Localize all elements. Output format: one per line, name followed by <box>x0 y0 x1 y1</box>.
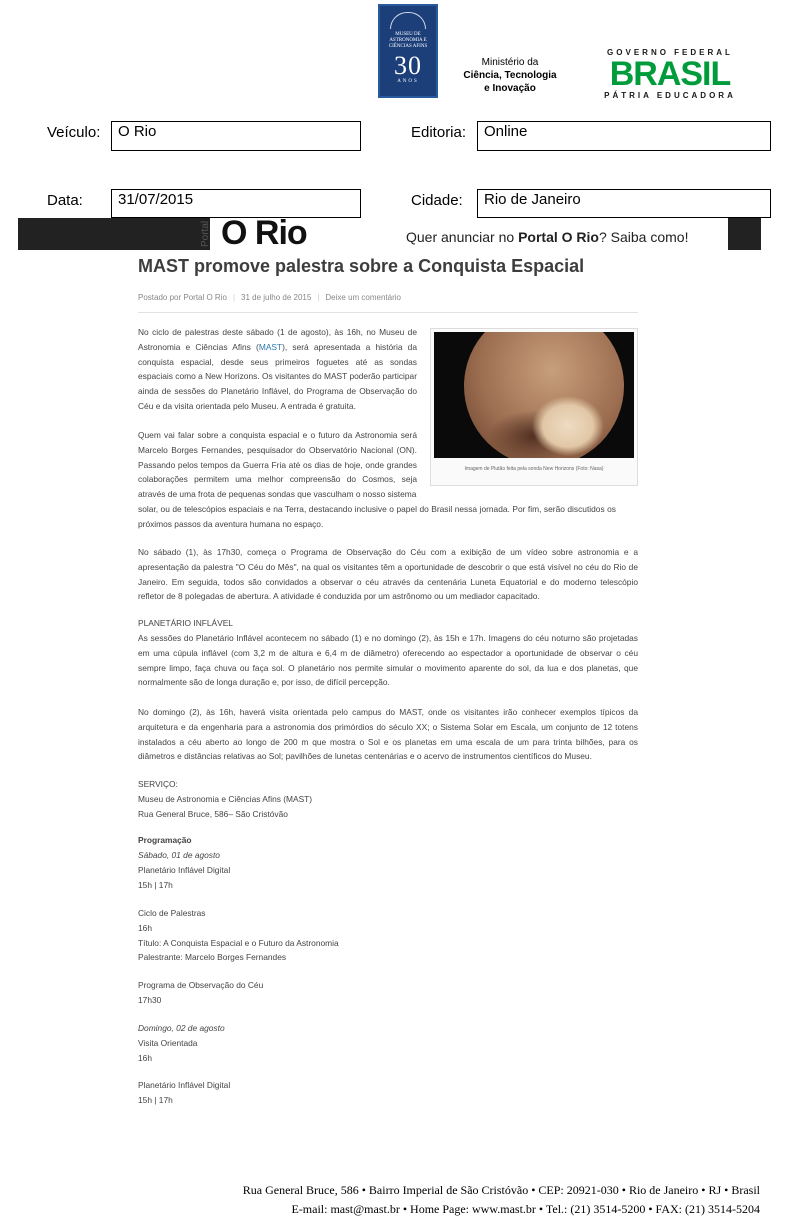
photo-figure <box>430 328 638 486</box>
planetario2-block <box>138 1078 230 1108</box>
governo-federal-logo <box>588 48 752 104</box>
schedule-line: Planetário Inflável Digital <box>138 1080 231 1090</box>
meta-date: 31 de julho de 2015 <box>241 293 312 302</box>
redacted-bar-right <box>728 218 761 250</box>
mast-logo-number: 30 <box>394 51 422 80</box>
meta-author[interactable]: Postado por Portal O Rio <box>138 293 227 302</box>
mast-logo <box>378 4 438 98</box>
pluto-planet-icon <box>464 332 624 458</box>
sabado-date: Sábado, 01 de agosto <box>138 850 220 860</box>
servico-line: Museu de Astronomia e Ciências Afins (MAST) <box>138 793 313 804</box>
servico-line: SERVIÇO: <box>138 779 178 789</box>
governo-federal-text: GOVERNO FEDERAL <box>607 48 733 57</box>
schedule-line: Programa de Observação do Céu <box>138 980 264 990</box>
dome-icon <box>390 12 426 29</box>
sabado-items <box>138 863 230 893</box>
domingo-items <box>138 1036 197 1066</box>
cidade-label: Cidade: <box>411 192 463 209</box>
servico-line: Rua General Bruce, 586– São Cristóvão <box>138 808 288 819</box>
schedule-line: 15h | 17h <box>138 879 173 890</box>
patria-educadora-text: PÁTRIA EDUCADORA <box>604 91 736 100</box>
ad-text[interactable]: Quer anunciar no Portal O Rio? Saiba como! <box>406 229 689 245</box>
cidade-field: Rio de Janeiro <box>477 189 771 218</box>
data-label: Data: <box>47 192 83 209</box>
domingo-date: Domingo, 02 de agosto <box>138 1023 225 1033</box>
paragraph-2b: solar, ou de telescópios espaciais e na Terra, destacando inclusive o papel do Brasil nessa jornada. Por fim, serão discutidos os próximos passos da aventura humana no espaço. <box>138 504 616 529</box>
pluto-photo <box>434 332 634 458</box>
mast-logo-anos: ANOS <box>397 79 419 84</box>
ministerio-line3: e Inovação <box>484 83 536 94</box>
footer-contact: E-mail: mast@mast.br • Home Page: www.mast.br • Tel.: (21) 3514-5200 • FAX: (21) 3514-5204 <box>291 1202 760 1216</box>
ciclo-block <box>138 906 339 965</box>
data-field: 31/07/2015 <box>111 189 361 218</box>
schedule-line: Visita Orientada <box>138 1038 198 1048</box>
ministerio-line2: Ciência, Tecnologia <box>463 70 557 81</box>
schedule-line: 16h <box>138 1052 152 1063</box>
paragraph-5: No domingo (2), às 16h, haverá visita orientada pelo campus do MAST, onde os visitantes irão conhecer exemplos típicos da arquitetura e da engenharia para a astronomia dos primórdios do século XX; o Sistema Solar em Escala, um conjunto de 12 totens instalados a céu aberto ao longo de 200 m que mostra o Sol e os planetas em uma escala de um para trinta bilhões, para os diâmetros e distâncias relativas ao Sol; pavilhões de lunetas centenárias e o acervo de instrumentos científicos do Museu. <box>138 707 638 762</box>
meta-comment-link[interactable]: Deixe um comentário <box>325 293 401 302</box>
o-rio-logo: O Rio <box>221 214 307 252</box>
mast-link[interactable]: MAST <box>258 341 283 352</box>
veiculo-field: O Rio <box>111 121 361 151</box>
servico-block <box>138 777 312 821</box>
programacao-heading: Programação <box>138 835 192 845</box>
schedule-line: Título: A Conquista Espacial e o Futuro da Astronomia <box>138 937 339 948</box>
brasil-word: BRASIL <box>609 55 731 93</box>
veiculo-label: Veículo: <box>47 124 101 141</box>
paragraph-4: As sessões do Planetário Inflável acontecem no sábado (1) e no domingo (2), às 15h e 17h. Imagens do céu noturno são projetadas em uma cúpula inflável (com 3,2 m de altura e 6,4 m de diâmetro) oferecendo ao espectador a oportunidade de observar o céu sempre limpo, faça chuva ou faça sol. O planetário nos permite simular o movimento aparente do sol, da lua e dos planetas, que normalmente são de longa duração e, por isso, de difícil percepção. <box>138 633 638 688</box>
paragraph-1: No ciclo de palestras deste sábado (1 de agosto), às 16h, no Museu de Astronomia e Ciências Afins (MAST), será apresentada a história da conquista espacial, desde seus primeiros foguetes até as sondas espaciais como a New Horizons. Os visitantes do MAST poderão participar ainda de sessões do Planetário Inflável, do Programa de Observação do Céu e da visita orientada pelo Museu. A entrada é gratuita. <box>138 327 417 411</box>
schedule-line: 17h30 <box>138 994 162 1005</box>
editoria-field: Online <box>477 121 771 151</box>
ad-portal-link[interactable]: Portal O Rio <box>518 229 599 245</box>
mast-logo-name: MUSEU DE ASTRONOMIA E CIÊNCIAS AFINS <box>388 32 428 49</box>
ministerio-logo <box>454 56 566 95</box>
schedule-line: Ciclo de Palestras <box>138 908 206 918</box>
schedule-line: 15h | 17h <box>138 1094 173 1105</box>
paragraph-3: No sábado (1), às 17h30, começa o Programa de Observação do Céu com a exibição de um vídeo sobre astronomia e a apresentação da palestra "O Céu do Mês", na qual os visitantes têm a oportunidade de descobrir o que está visível no céu do Rio de Janeiro. Em seguida, todos são convidados a observar o céu através da centenária Luneta Equatorial e do moderno telescópio refletor de 8 polegadas de abertura. A atividade é conduzida por um astrônomo ou um mediador capacitado. <box>138 547 638 602</box>
observacao-block <box>138 978 263 1008</box>
meta-divider <box>138 312 638 313</box>
planetario-heading: PLANETÁRIO INFLÁVEL <box>138 618 233 628</box>
photo-caption: Imagem de Plutão feita pela sonda New Horizons (Foto: Nasa) <box>464 466 604 472</box>
ministerio-line1: Ministério da <box>481 57 539 68</box>
schedule-line: Planetário Inflável Digital <box>138 865 231 875</box>
schedule-line: Palestrante: Marcelo Borges Fernandes <box>138 952 287 963</box>
footer-address: Rua General Bruce, 586 • Bairro Imperial de São Cristóvão • CEP: 20921-030 • Rio de Janeiro • RJ • Brasil <box>242 1183 760 1197</box>
schedule-line: 16h <box>138 922 152 933</box>
article-meta: Postado por Portal O Rio | 31 de julho de 2015 | Deixe um comentário <box>138 293 401 302</box>
article-title: MAST promove palestra sobre a Conquista Espacial <box>138 256 585 276</box>
portal-vertical-text: Portal <box>200 220 211 248</box>
redacted-bar-left <box>18 218 210 250</box>
paragraph-2a: Quem vai falar sobre a conquista espacial e o futuro da Astronomia será Marcelo Borges Fernandes, pesquisador do Observatório Nacional (ON). Passando pelos tempos da Guerra Fria até os dias de hoje, onde grandes colaborações permitem uma melhor compreensão do Cosmos, seja através de uma frota de pequenas sondas que vasculham o nosso sistema <box>138 430 417 500</box>
editoria-label: Editoria: <box>411 124 467 141</box>
